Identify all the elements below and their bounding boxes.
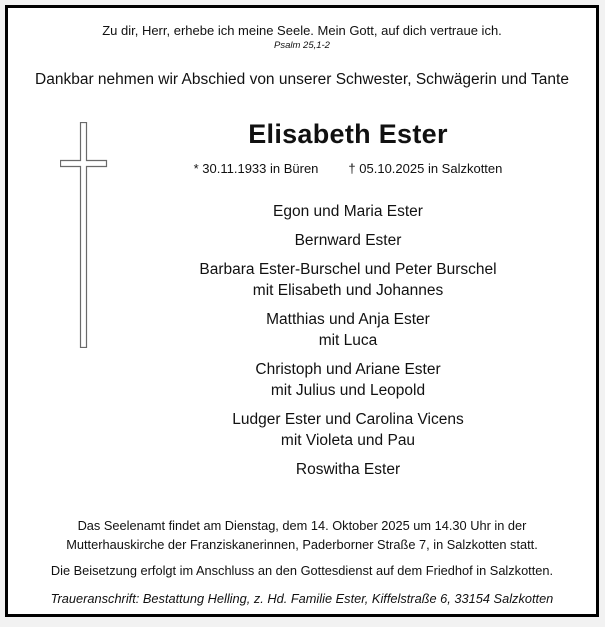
mourner-entry <box>108 201 588 222</box>
service-line: Mutterhauskirche der Franziskanerinnen, Paderborner Straße 7, in Salzkotten statt. <box>66 537 538 552</box>
burial-info: Die Beisetzung erfolgt im Anschluss an den Gottesdienst auf dem Friedhof in Salzkotten. <box>50 563 554 578</box>
mourner-names: Egon und Maria Ester <box>273 203 423 220</box>
birth-date: * 30.11.1933 in Büren <box>193 161 319 176</box>
service-info <box>8 516 596 554</box>
mourner-entry <box>108 459 588 480</box>
mourner-names: Matthias und Anja Ester <box>266 311 430 328</box>
mourners-list <box>108 201 588 488</box>
mourner-entry <box>108 259 588 301</box>
bible-verse: Zu dir, Herr, erhebe ich meine Seele. Mein Gott, auf dich vertraue ich. <box>102 23 502 38</box>
cross-icon <box>60 122 110 348</box>
mourner-entry <box>108 230 588 251</box>
service-line: Das Seelenamt findet am Dienstag, dem 14. Oktober 2025 um 14.30 Uhr in der <box>77 518 527 533</box>
mourner-entry <box>108 309 588 351</box>
mourner-names: Barbara Ester-Burschel und Peter Burschel <box>199 261 497 278</box>
mourner-children: mit Violeta und Pau <box>280 432 416 449</box>
mourner-entry <box>108 359 588 401</box>
farewell-intro: Dankbar nehmen wir Abschied von unserer Schwester, Schwägerin und Tante <box>35 71 569 88</box>
mourner-children: mit Julius und Leopold <box>270 382 426 399</box>
condolence-address: Traueranschrift: Bestattung Helling, z. Hd. Familie Ester, Kiffelstraße 6, 33154 Salzkotten <box>50 591 554 606</box>
mourner-names: Bernward Ester <box>294 232 402 249</box>
life-dates <box>108 161 588 176</box>
mourner-names: Roswitha Ester <box>295 461 401 478</box>
mourner-children: mit Luca <box>318 332 378 349</box>
obituary-notice <box>5 5 599 617</box>
mourner-names: Ludger Ester und Carolina Vicens <box>232 411 464 428</box>
mourner-names: Christoph und Ariane Ester <box>255 361 441 378</box>
mourner-children: mit Elisabeth und Johannes <box>252 282 444 299</box>
death-date: † 05.10.2025 in Salzkotten <box>348 161 503 176</box>
bible-verse-reference: Psalm 25,1-2 <box>274 40 330 51</box>
deceased-name: Elisabeth Ester <box>248 119 448 149</box>
mourner-entry <box>108 409 588 451</box>
